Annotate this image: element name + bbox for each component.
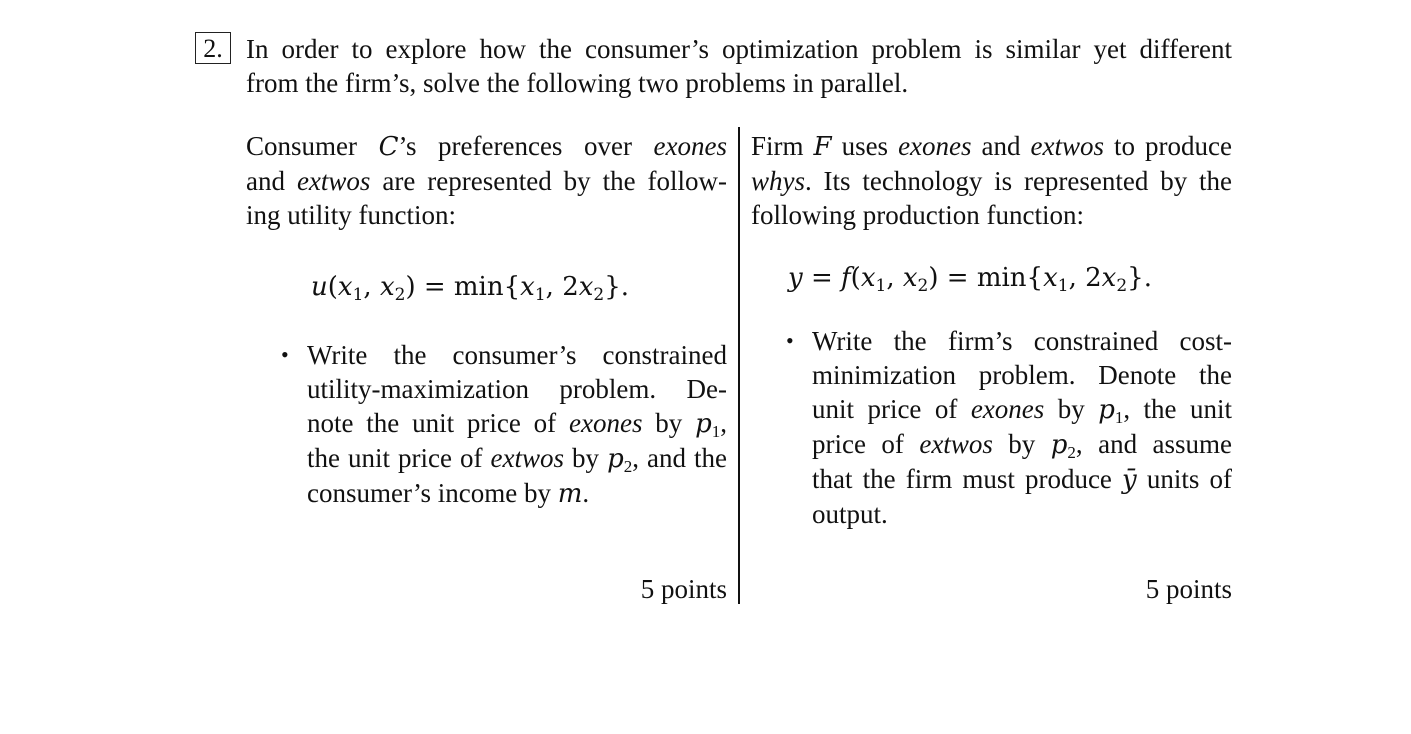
firm-desc-line (751, 164, 1232, 198)
bullet-icon: • (786, 328, 794, 353)
bullet-line (812, 462, 1232, 497)
text: , and the (632, 443, 727, 473)
bullet-line: Write the firm’s constrained cost- (812, 326, 1232, 356)
utility-function-equation (311, 270, 629, 304)
consumer-task-text (307, 338, 727, 511)
term-extwos: extwos (490, 443, 565, 473)
eq-part: x (337, 272, 353, 302)
question-intro (246, 32, 1232, 100)
eq-part: x (379, 272, 395, 302)
consumer-desc-line (246, 129, 727, 164)
eq-sub: 2 (1116, 276, 1128, 296)
consumer-desc-line: ing utility function: (246, 200, 456, 230)
term-exones: exones (898, 131, 972, 161)
var-p: p (1050, 430, 1068, 460)
eq-sub: 1 (534, 285, 546, 305)
eq-part: x (860, 263, 876, 293)
eq-part: , (886, 263, 903, 293)
consumer-points: 5 points (640, 574, 727, 604)
var-sub: 1 (1114, 408, 1124, 427)
eq-part: }. (604, 272, 630, 302)
eq-part: x (1101, 263, 1117, 293)
eq-part: , 2 (545, 272, 579, 302)
var-f: F (813, 132, 832, 162)
text: the unit price of (307, 443, 491, 473)
eq-sub: 2 (917, 276, 929, 296)
eq-part: , 2 (1068, 263, 1102, 293)
text: units of (1136, 464, 1232, 494)
text: and (246, 166, 297, 196)
bullet-line (307, 441, 727, 476)
eq-part: = (802, 263, 842, 293)
bullet-line (307, 406, 727, 441)
term-extwos: extwos (1030, 131, 1105, 161)
text: by (564, 443, 608, 473)
term-extwos: extwos (296, 166, 371, 196)
eq-part: ) = (928, 263, 977, 293)
eq-part: }. (1127, 263, 1152, 293)
text: by (1044, 394, 1099, 424)
intro-line: In order to explore how the consumer’s optimization problem is similar yet different (246, 34, 1232, 64)
production-function-equation (788, 261, 1152, 295)
bullet-line (812, 427, 1232, 462)
var-p: p (607, 444, 624, 474)
consumer-desc-line (246, 164, 727, 198)
text: uses (831, 131, 899, 161)
term-exones: exones (569, 408, 643, 438)
text: Consumer (246, 131, 379, 161)
intro-line: from the firm’s, solve the following two problems in parallel. (246, 68, 909, 98)
eq-part: x (902, 263, 918, 293)
eq-part: ) = (405, 272, 454, 302)
eq-sub: 2 (394, 285, 406, 305)
text: note the unit price of (307, 408, 569, 438)
term-whys: whys (751, 166, 805, 196)
eq-min: min (453, 272, 504, 302)
eq-part: x (520, 272, 535, 302)
eq-part: ( (850, 263, 861, 293)
bullet-line: output. (812, 499, 888, 529)
eq-part: { (1026, 263, 1044, 293)
eq-sub: 1 (875, 276, 887, 296)
text: and (971, 131, 1031, 161)
eq-part: ( (327, 272, 338, 302)
text: price of (812, 429, 920, 459)
column-divider (738, 127, 740, 604)
firm-points: 5 points (1145, 574, 1232, 604)
term-extwos: extwos (919, 429, 993, 459)
term-exones: exones (653, 131, 727, 161)
text: that the firm must produce (812, 464, 1123, 494)
bullet-line: minimization problem. Denote the (812, 360, 1232, 390)
text: , (720, 408, 727, 438)
text: unit price of (812, 394, 971, 424)
text: are represented by the follow- (370, 166, 728, 196)
bullet-line: utility-maximization problem. De- (307, 374, 727, 404)
firm-desc-line (751, 129, 1232, 164)
text: by (992, 429, 1051, 459)
var-ybar: ȳ (1122, 465, 1137, 495)
text: to produce (1104, 131, 1233, 161)
var-p: p (695, 409, 712, 439)
eq-part: , (363, 272, 380, 302)
var-sub: 1 (711, 422, 721, 441)
firm-task-text (812, 324, 1232, 531)
bullet-line: Write the consumer’s constrained (307, 340, 727, 370)
bullet-icon: • (281, 342, 289, 367)
bullet-line (307, 476, 727, 511)
eq-part: { (503, 272, 521, 302)
eq-sub: 1 (1057, 276, 1069, 296)
var-c: C (378, 132, 399, 162)
eq-part: x (1043, 263, 1058, 293)
var-m: m (557, 479, 583, 509)
eq-sub: 1 (352, 285, 364, 305)
eq-part: u (311, 272, 328, 302)
var-p: p (1098, 395, 1115, 425)
text: ’s preferences over (398, 131, 654, 161)
eq-sub: 2 (593, 285, 605, 305)
firm-description (751, 129, 1232, 232)
text: . Its technology is represented by the (805, 166, 1232, 196)
eq-part: f (841, 263, 851, 293)
firm-desc-line: following production function: (751, 200, 1084, 230)
text: consumer’s income by (307, 478, 558, 508)
text: , and assume (1075, 429, 1232, 459)
term-exones: exones (970, 394, 1045, 424)
consumer-description (246, 129, 727, 232)
question-number-box: 2. (195, 32, 231, 64)
eq-part: y (788, 263, 803, 293)
text: Firm (751, 131, 814, 161)
var-sub: 2 (1067, 443, 1076, 462)
text: . (582, 478, 590, 508)
text: , the unit (1123, 394, 1232, 424)
var-sub: 2 (623, 457, 633, 476)
eq-min: min (976, 263, 1027, 293)
bullet-line (812, 392, 1232, 427)
eq-part: x (578, 272, 594, 302)
text: by (642, 408, 696, 438)
